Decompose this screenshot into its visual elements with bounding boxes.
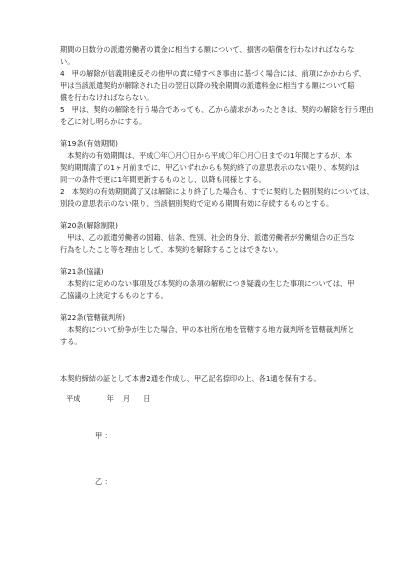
spacer xyxy=(60,210,355,220)
date-month: 月 xyxy=(122,394,131,403)
document-body xyxy=(60,44,374,348)
text-line: 甲は、乙の派遣労働者の国籍、信条、性別、社会的身分、派遣労働者が労働組合の正当な xyxy=(60,233,355,242)
article-20-heading: 第20条(解除制限) xyxy=(60,221,118,230)
text-line: 行為をしたこと等を理由として、本契約を解除することはできない。 xyxy=(60,245,283,254)
article-19-heading: 第19条(有効期間) xyxy=(60,139,118,148)
party-a-label: 甲 ： xyxy=(95,431,112,440)
text-line: 本契約の有効期間は、平成〇年〇月〇日から平成〇年〇月〇日までの1年間とするが、本 xyxy=(60,151,353,160)
party-b-label: 乙 ： xyxy=(95,477,112,486)
closing-statement: 本契約締結の証として本書2通を作成し、甲乙記名捺印の上、各1通を保有する。 xyxy=(60,374,321,383)
text-line: 期間の日数分の派遣労働者の賃金に相当する額について、損害の賠償を行わなければならな xyxy=(60,45,355,54)
text-line: 本契約について紛争が生じた場合、甲の本社所在地を管轄する地方裁判所を管轄裁判所と xyxy=(60,325,355,334)
date-line xyxy=(66,393,150,405)
date-era: 平成 xyxy=(66,394,81,403)
text-line: 償を行わなければならない。 xyxy=(60,93,154,102)
date-year: 年 xyxy=(106,394,114,403)
article-22-heading: 第22条(管轄裁判所) xyxy=(60,313,126,322)
text-line: 本契約に定めのない事項及び本契約の条項の解釈につき疑義の生じた事項については、甲 xyxy=(60,279,355,288)
date-day: 日 xyxy=(143,394,151,403)
text-line: 別段の意思表示のない限り、当該個別契約で定める期間有効に存続するものとする。 xyxy=(60,199,334,208)
text-line: 甲は当該派遣契約が解除された日の翌日以降の残余期間の派遣料金に相当する額について賠 xyxy=(60,81,355,90)
text-line: を乙に対し明らかにする。 xyxy=(60,117,147,126)
text-line: 4 甲の解除が信義則違反その他甲の責に帰すべき事由に基づく場合には、前項にかかわらず、 xyxy=(60,69,366,78)
text-line: 乙協議の上決定するものとする。 xyxy=(60,291,168,300)
text-line: い。 xyxy=(60,57,75,66)
spacer xyxy=(60,256,355,266)
text-line: 2 本契約の有効期間満了又は解除により終了した場合も、すでに契約した個別契約については、 xyxy=(60,187,374,196)
text-line: 契約期間満了の1ヶ月前までに、甲乙いずれからも契約終了の意思表示のない限り、本契約は xyxy=(60,163,360,172)
spacer xyxy=(60,128,355,138)
text-line: 同一の条件で更に1年間更新するものとし、以降も同様とする。 xyxy=(60,175,266,184)
text-line: 5 甲は、契約の解除を行う場合であっても、乙から請求があったときは、契約の解除を行う理由 xyxy=(60,105,374,114)
article-21-heading: 第21条(協議) xyxy=(60,267,104,276)
text-line: する。 xyxy=(60,337,82,346)
spacer xyxy=(60,302,355,312)
